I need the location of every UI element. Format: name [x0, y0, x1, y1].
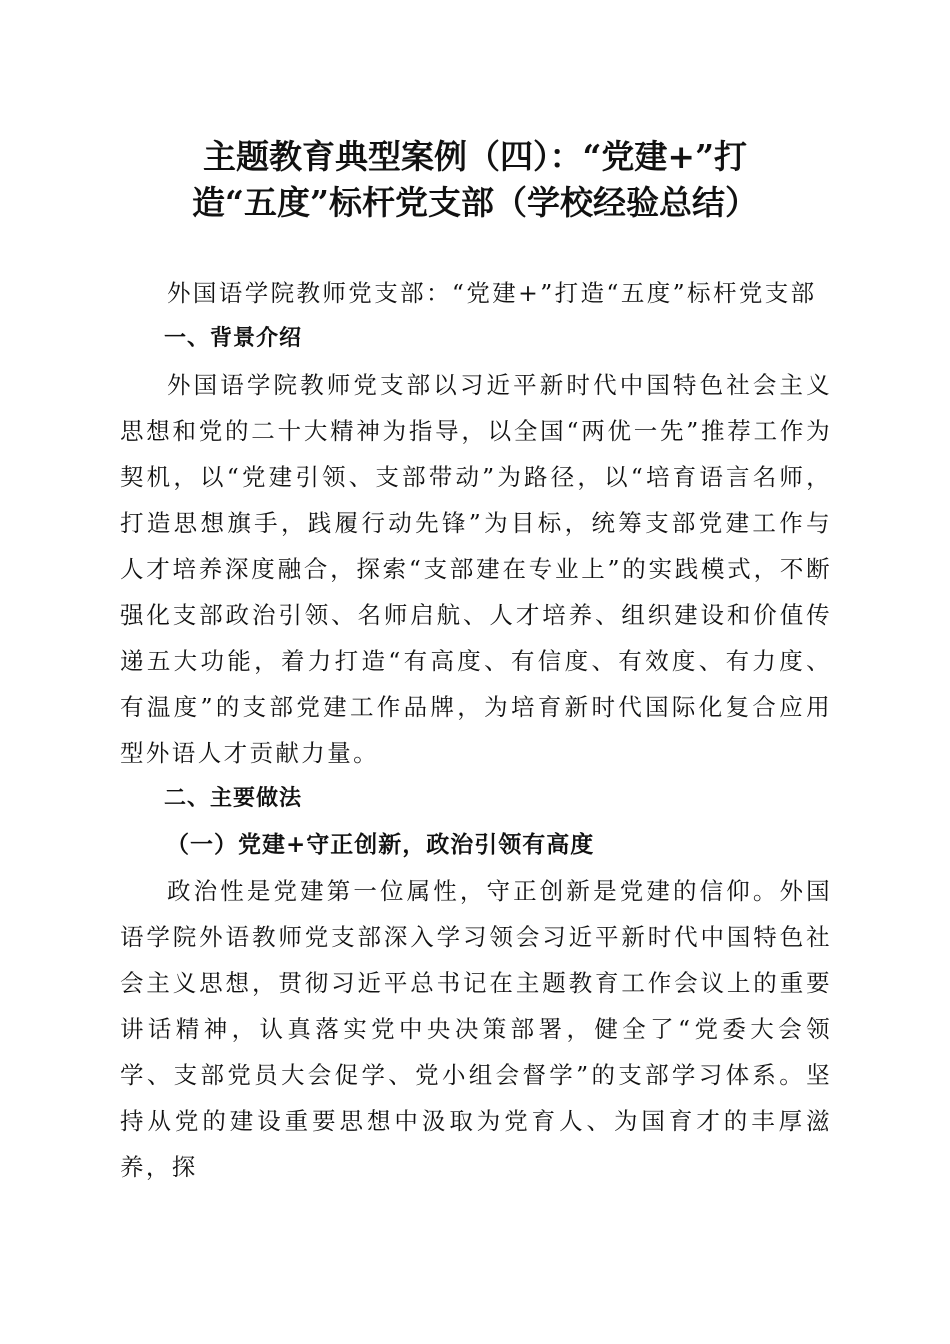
title-line-1: 主题教育典型案例（四）：“党建+”打	[202, 137, 748, 176]
section-1-paragraph: 外国语学院教师党支部以习近平新时代中国特色社会主义思想和党的二十大精神为指导，以全国“两优一先”推荐工作为契机，以“党建引领、支部带动”为路径，以“培育语言名师，打造思想旗手，践履行动先锋”为目标，统筹支部党建工作与人才培养深度融合，探索“支部建在专业上”的实践模式，不断强化支部政治引领、名师启航、人才培养、组织建设和价值传递五大功能，着力打造“有高度、有信度、有效度、有力度、有温度”的支部党建工作品牌，为培育新时代国际化复合应用型外语人才贡献力量。	[120, 371, 832, 767]
document-title	[120, 134, 830, 226]
document-body	[120, 270, 832, 1190]
intro-paragraph: 外国语学院教师党支部：“党建+”打造“五度”标杆党支部	[167, 279, 817, 307]
section-2-heading: 二、主要做法	[164, 786, 303, 811]
title-line-2: 造“五度”标杆党支部（学校经验总结）	[192, 183, 758, 222]
section-1-heading: 一、背景介绍	[164, 326, 303, 351]
section-2-paragraph: 政治性是党建第一位属性，守正创新是党建的信仰。外国语学院外语教师党支部深入学习领会习近平新时代中国特色社会主义思想，贯彻习近平总书记在主题教育工作会议上的重要讲话精神，认真落实党中央决策部署，健全了“党委大会领学、支部党员大会促学、党小组会督学”的支部学习体系。坚持从党的建设重要思想中汲取为党育人、为国育才的丰厚滋养，探	[120, 877, 832, 1181]
section-2-subheading: （一）党建+守正创新，政治引领有高度	[166, 831, 595, 858]
